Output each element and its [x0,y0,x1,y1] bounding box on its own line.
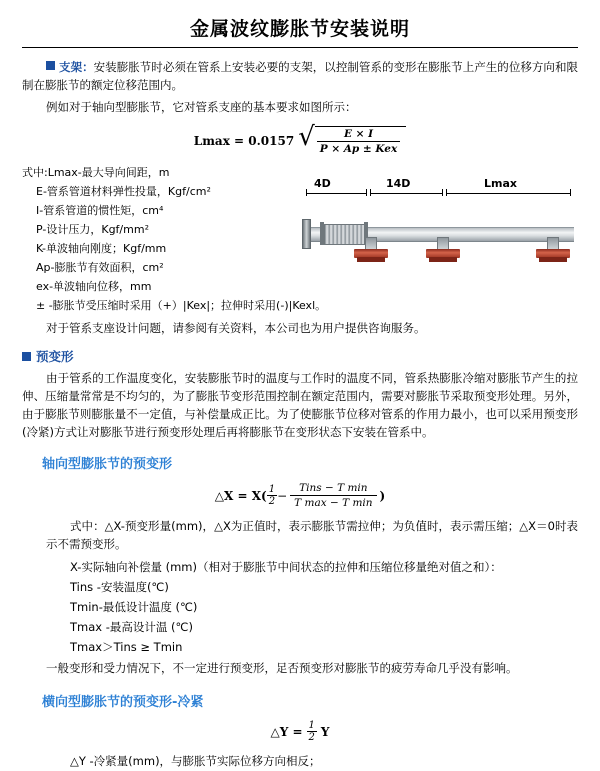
axial-where-intro: 式中：△X-预变形量(mm)，△X为正值时，表示膨胀节需拉伸；为负值时，表示需压缩；△X＝0时表示不需预变形。 [46,519,578,551]
page-title: 金属波纹膨胀节安装说明 [189,18,410,40]
bracket-paragraph-2: 例如对于轴向型膨胀节，它对管系支座的基本要求如图所示： [46,100,357,114]
sqrt-symbol [298,122,406,155]
support-foot [429,257,457,262]
dim-label-lmax: Lmax [484,177,517,190]
dimension-labels [298,177,578,197]
axial-eq-minus: − [277,488,288,503]
radical-icon: √ [298,122,315,152]
guide-support [354,237,388,265]
dim-label-14d: 14D [386,177,411,190]
document-page [0,14,600,768]
dim-tick [446,189,447,196]
dim-line-14d [370,193,442,194]
axial-note: 一般变形和受力情况下，不一定进行预变形，足否预变形对膨胀节的疲劳寿命几乎没有影响。 [46,661,518,675]
lateral-equation [22,720,578,743]
legend-line: P-设计压力，Kgf/mm² [36,223,149,236]
guide-support [426,237,460,265]
axial-equation [22,482,578,509]
piping-support-diagram [298,177,578,287]
legend-line: K-单波轴向刚度；Kgf/mm [36,242,167,255]
axial-item: Tmax＞Tins ≥ Tmin [70,640,183,654]
pipe-assembly [298,201,578,279]
lmax-formula [22,122,578,155]
support-design-note: 对于管系支座设计问题，请参阅有关资料，本公司也为用户提供咨询服务。 [46,321,426,335]
bracket-paragraph-1-text: 安装膨胀节时必须在管系上安装必要的支架，以控制管系的变形在膨胀节上产生的位移方向和限制在膨胀节的额定位移范围内。 [22,60,579,92]
support-foot [539,257,567,262]
dim-tick [366,189,367,196]
legend-line: ± -膨胀节受压缩时采用（+）|Kex|；拉伸时采用(-)|Kexl。 [36,299,327,312]
radicand-numerator: E × I [317,128,400,142]
lateral-subheading: 横向型膨胀节的预变形-冷紧 [42,695,204,710]
legend-line: 式中:Lmax-最大导向间距，m [22,166,170,179]
lateral-eq-lhs: △Y = [270,724,303,739]
axial-eq-half: $\frac{1}{2}$ [268,484,276,507]
bracket-heading: 支架： [59,60,94,74]
legend-line: E-管系管道材料弹性投量，Kgf/cm² [36,185,211,198]
axial-eq-rhs: ) [379,488,386,503]
axial-eq-lhs: △X = X( [214,488,267,503]
guide-support [536,237,570,265]
blue-square-marker-bracket [46,61,55,70]
legend-figure-block [22,163,578,315]
predeform-section-heading [22,347,578,365]
legend-line: ex-单波轴向位移，mm [36,280,152,293]
lateral-note: △Y -冷紧量(mm)，与膨胀节实际位移方向相反； [70,754,321,768]
title-divider [22,47,578,48]
dim-tick [370,189,371,196]
axial-subheading: 轴向型膨胀节的预变形 [42,457,173,472]
axial-eq-temp-fraction: $\frac{\text{Tins − T min}}{\text{T max − T min}}$ [290,482,376,509]
blue-square-marker-predeform [22,352,31,361]
axial-item: Tmax -最高设计温 (℃) [70,620,193,634]
axial-item: X-实际轴向补偿量 (mm)（相对于膨胀节中间状态的拉伸和压缩位移量绝对值之和）： [70,560,502,574]
flange [320,222,324,245]
legend-line: Ap-膨胀节有效面积，cm² [36,261,164,274]
dim-line-lmax [446,193,570,194]
lateral-eq-half: $\frac{1}{2}$ [308,720,315,743]
support-foot [357,257,385,262]
predeform-paragraph: 由于管系的工作温度变化，安装膨胀节时的温度与工作时的温度不同，管系热膨胀冷缩对膨胀节产生的拉伸、压缩量常常是不均匀的，为了膨胀节变形范围控制在额定范围内，需要对膨胀节采取预变形处理。另外，由于膨胀节则膨胀量不一定值，与补偿量成正比。为了使膨胀节位移对管系的作用力最小，也可以采用预变形(冷紧)方式让对膨胀节进行预变形处理后再将膨胀节在变形状态下安装在管系中。 [22,371,578,439]
lateral-eq-rhs: Y [320,724,330,739]
dim-tick [570,189,571,196]
bracket-paragraph-1 [22,58,578,94]
axial-item: Tmin-最低设计温度 (℃) [70,600,198,614]
dim-tick [306,189,307,196]
dim-tick [442,189,443,196]
dim-line-4d [306,193,366,194]
predeform-heading-text: 预变形 [36,349,74,364]
dim-label-4d: 4D [314,177,331,190]
axial-item: Tins -安装温度(℃) [70,580,169,594]
legend-line: I-管系管道的惯性矩，cm⁴ [36,204,164,217]
anchor-support [302,219,311,249]
radicand-denominator: P × Ap ± Kex [319,143,398,155]
lmax-formula-lhs: Lmax = 0.0157 [193,133,295,148]
